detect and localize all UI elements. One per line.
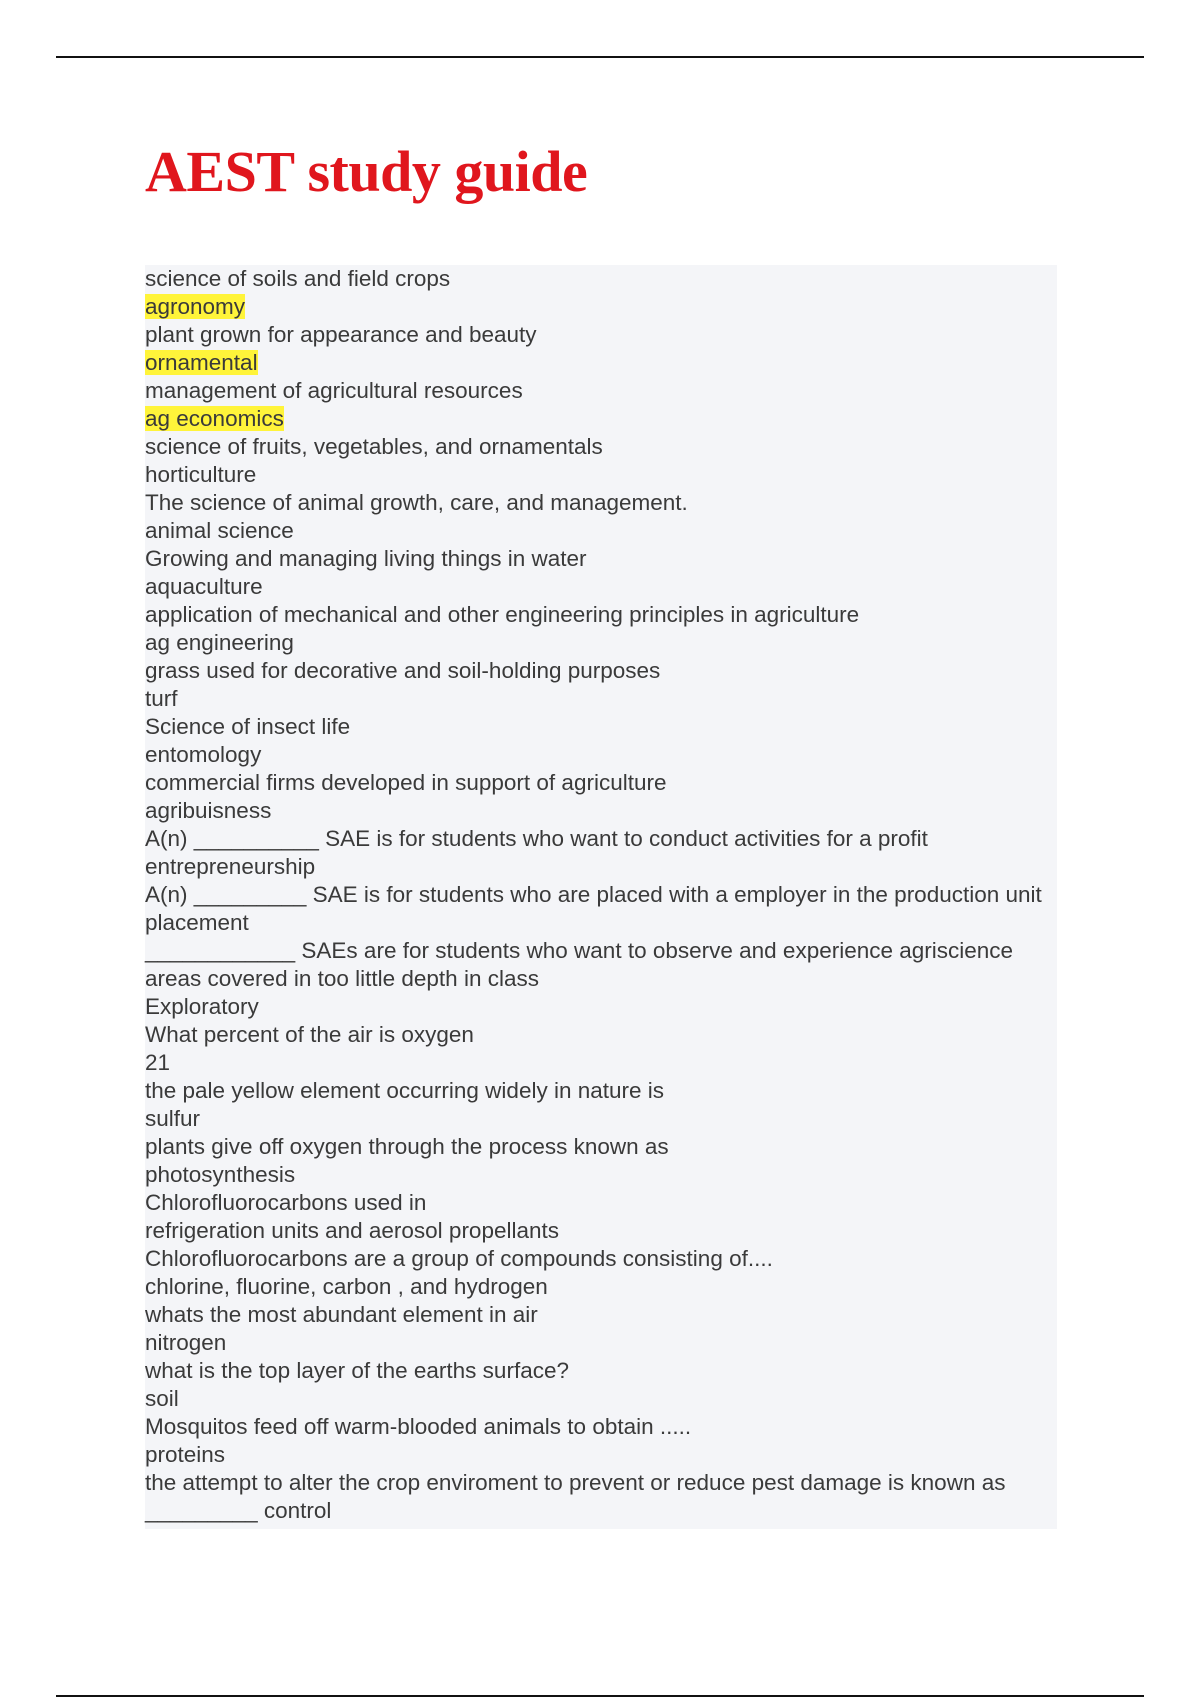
study-line xyxy=(145,573,1057,601)
line-text: whats the most abundant element in air xyxy=(145,1302,538,1327)
study-line xyxy=(145,685,1057,713)
study-line xyxy=(145,769,1057,797)
line-text: Mosquitos feed off warm-blooded animals to obtain ..... xyxy=(145,1414,692,1439)
line-text: soil xyxy=(145,1386,179,1411)
line-text: the attempt to alter the crop enviroment to prevent or reduce pest damage is known as _________ control xyxy=(145,1470,1006,1523)
study-line xyxy=(145,629,1057,657)
line-text: ornamental xyxy=(145,350,258,375)
study-line xyxy=(145,713,1057,741)
line-text: nitrogen xyxy=(145,1330,227,1355)
study-line xyxy=(145,601,1057,629)
line-text: Science of insect life xyxy=(145,714,351,739)
line-text: agronomy xyxy=(145,294,246,319)
study-line xyxy=(145,657,1057,685)
line-text: Chlorofluorocarbons are a group of compounds consisting of.... xyxy=(145,1246,773,1271)
line-text: Chlorofluorocarbons used in xyxy=(145,1190,427,1215)
study-line xyxy=(145,1329,1057,1357)
line-text: placement xyxy=(145,910,249,935)
study-line xyxy=(145,825,1057,853)
line-text: grass used for decorative and soil-holding purposes xyxy=(145,658,661,683)
study-line xyxy=(145,321,1057,349)
line-text: entrepreneurship xyxy=(145,854,316,879)
study-line xyxy=(145,433,1057,461)
study-line xyxy=(145,1273,1057,1301)
highlighted-answer-line xyxy=(145,349,1057,377)
line-text: ____________ SAEs are for students who want to observe and experience agriscience areas covered in too little depth in class xyxy=(145,938,1014,991)
line-text: Exploratory xyxy=(145,994,259,1019)
study-line xyxy=(145,1133,1057,1161)
line-text: plants give off oxygen through the process known as xyxy=(145,1134,669,1159)
line-text: what is the top layer of the earths surface? xyxy=(145,1358,569,1383)
study-line xyxy=(145,377,1057,405)
study-line xyxy=(145,853,1057,881)
study-line xyxy=(145,1161,1057,1189)
line-text: plant grown for appearance and beauty xyxy=(145,322,537,347)
study-line xyxy=(145,1245,1057,1273)
study-line xyxy=(145,545,1057,573)
line-text: aquaculture xyxy=(145,574,263,599)
line-text: science of soils and field crops xyxy=(145,266,451,291)
bottom-rule xyxy=(56,1695,1144,1697)
study-line xyxy=(145,1469,1057,1525)
study-line xyxy=(145,1189,1057,1217)
study-line xyxy=(145,909,1057,937)
study-guide-content xyxy=(145,265,1057,1529)
line-text: A(n) _________ SAE is for students who are placed with a employer in the production unit xyxy=(145,882,1042,907)
study-line xyxy=(145,993,1057,1021)
study-line xyxy=(145,1105,1057,1133)
study-line xyxy=(145,937,1057,993)
line-text: sulfur xyxy=(145,1106,201,1131)
line-text: horticulture xyxy=(145,462,257,487)
line-text: ag engineering xyxy=(145,630,294,655)
line-text: science of fruits, vegetables, and ornamentals xyxy=(145,434,603,459)
line-text: photosynthesis xyxy=(145,1162,296,1187)
line-text: management of agricultural resources xyxy=(145,378,523,403)
line-text: animal science xyxy=(145,518,294,543)
line-text: commercial firms developed in support of agriculture xyxy=(145,770,667,795)
study-line xyxy=(145,1301,1057,1329)
study-line xyxy=(145,1049,1057,1077)
study-line xyxy=(145,881,1057,909)
line-text: The science of animal growth, care, and management. xyxy=(145,490,688,515)
study-line xyxy=(145,1077,1057,1105)
study-line xyxy=(145,1413,1057,1441)
line-text: application of mechanical and other engineering principles in agriculture xyxy=(145,602,860,627)
page-title: AEST study guide xyxy=(145,139,588,204)
study-line xyxy=(145,1441,1057,1469)
highlighted-answer-line xyxy=(145,405,1057,433)
line-text: A(n) __________ SAE is for students who want to conduct activities for a profit xyxy=(145,826,928,851)
line-text: refrigeration units and aerosol propellants xyxy=(145,1218,559,1243)
study-line xyxy=(145,517,1057,545)
study-line xyxy=(145,1021,1057,1049)
line-text: agribuisness xyxy=(145,798,272,823)
line-text: 21 xyxy=(145,1050,171,1075)
study-line xyxy=(145,741,1057,769)
study-line xyxy=(145,265,1057,293)
study-line xyxy=(145,489,1057,517)
line-text: proteins xyxy=(145,1442,226,1467)
study-line xyxy=(145,1357,1057,1385)
line-text: turf xyxy=(145,686,178,711)
line-text: the pale yellow element occurring widely in nature is xyxy=(145,1078,665,1103)
line-text: Growing and managing living things in water xyxy=(145,546,587,571)
line-text: entomology xyxy=(145,742,262,767)
highlighted-answer-line xyxy=(145,293,1057,321)
line-text: chlorine, fluorine, carbon , and hydrogen xyxy=(145,1274,548,1299)
line-text: What percent of the air is oxygen xyxy=(145,1022,474,1047)
line-text: ag economics xyxy=(145,406,284,431)
study-line xyxy=(145,797,1057,825)
study-line xyxy=(145,1217,1057,1245)
top-rule xyxy=(56,56,1144,58)
study-line xyxy=(145,461,1057,489)
study-line xyxy=(145,1385,1057,1413)
